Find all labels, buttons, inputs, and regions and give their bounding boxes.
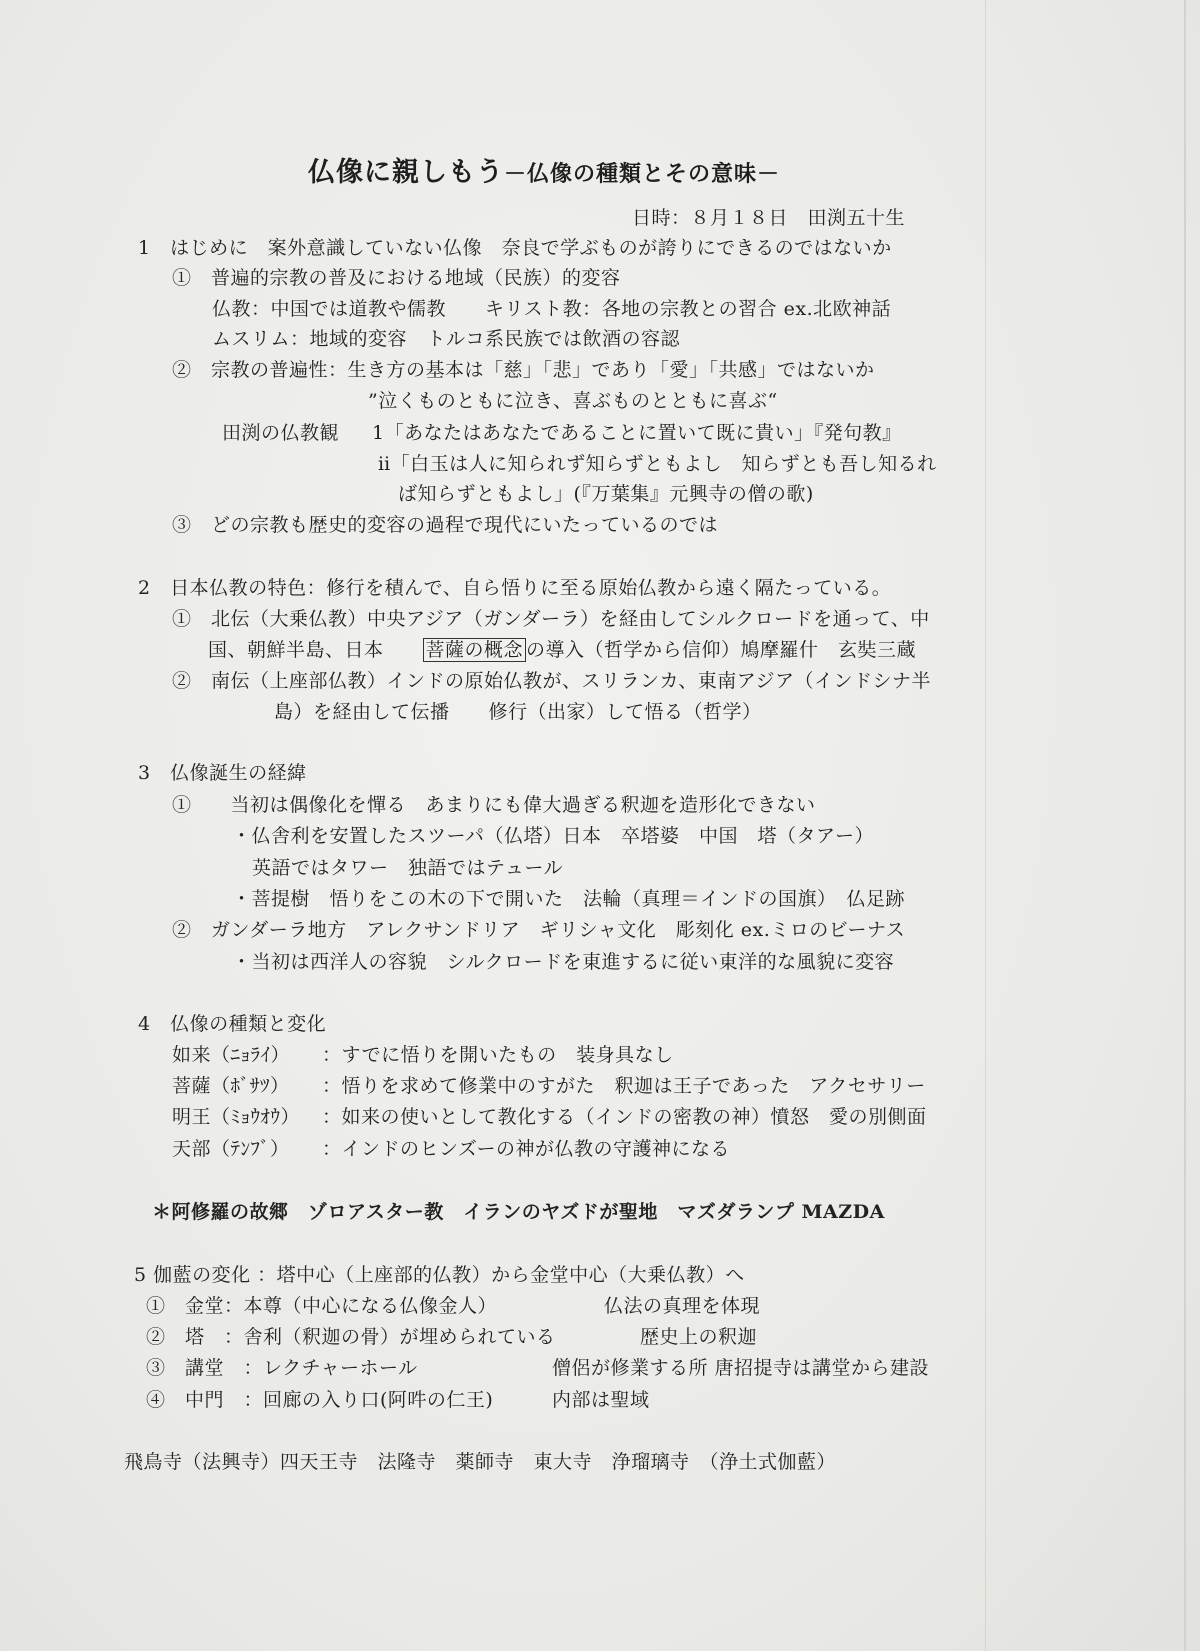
document-title xyxy=(308,150,780,189)
garan-row-desc: 僧侶が修業する所 唐招提寺は講堂から建設 xyxy=(552,1357,930,1379)
garan-row-desc: 歴史上の釈迦 xyxy=(640,1326,758,1348)
garan-row-label: ③ 講堂 ：レクチャーホール xyxy=(146,1357,418,1379)
section2-item1-b-pre: 国、朝鮮半島、日本 xyxy=(208,639,423,661)
section1-item1: ① 普遍的宗教の普及における地域（民族）的変容 xyxy=(172,267,621,289)
section3-item1-c: ・菩提樹 悟りをこの木の下で開いた 法輪（真理＝インドの国旗） 仏足跡 xyxy=(232,888,906,910)
temples-list-line: 飛鳥寺（法興寺）四天王寺 法隆寺 薬師寺 東大寺 浄瑠璃寺 （浄土式伽藍） xyxy=(124,1451,837,1473)
garan-row-desc: 内部は聖域 xyxy=(552,1389,650,1411)
buddha-type-name: 天部（ﾃﾝﾌﾞ） xyxy=(172,1138,290,1160)
buddha-type-desc: ：インドのヒンズーの神が仏教の守護神になる xyxy=(322,1138,730,1160)
date-author-line: 日時：８月１８日 田渕五十生 xyxy=(632,207,906,229)
section1-item2-quote: ”泣くものともに泣き、喜ぶものとともに喜ぶ“ xyxy=(368,390,778,412)
title-subtitle: －仏像の種類とその意味－ xyxy=(504,161,781,187)
boxed-term: 菩薩の概念 xyxy=(423,638,527,662)
buddha-type-desc: ：如来の使いとして教化する（インドの密教の神）憤怒 愛の別側面 xyxy=(322,1106,927,1128)
section3-item2-a: ・当初は西洋人の容貌 シルクロードを東進するに従い東洋的な風貌に変容 xyxy=(232,951,895,973)
garan-row-label: ① 金堂：本尊（中心になる仏像金人） xyxy=(146,1295,498,1317)
section3-item1-b: 英語ではタワー 独語ではテュール xyxy=(252,857,564,879)
section3-item1: ① 当初は偶像化を憚る あまりにも偉大過ぎる釈迦を造形化できない xyxy=(172,794,816,816)
section1-view-i: 1「あなたはあなたであることに置いて既に貴い」『発句教』 xyxy=(372,422,902,444)
buddha-type-desc: ：悟りを求めて修業中のすがた 釈迦は王子であった アクセサリー xyxy=(322,1075,926,1097)
buddha-type-name: 菩薩（ﾎﾞｻﾂ） xyxy=(172,1075,290,1097)
section1-item2: ② 宗教の普遍性：生き方の基本は「慈」「悲」であり「愛」「共感」ではないか xyxy=(172,359,875,381)
buddha-type-name: 明王（ﾐｮｳｵｳ） xyxy=(172,1106,301,1128)
section2-item2-a: ② 南伝（上座部仏教）インドの原始仏教が、スリランカ、東南アジア（インドシナ半 xyxy=(172,670,931,692)
title-main: 仏像に親しもう xyxy=(308,157,504,188)
section1-item1-a: 仏教：中国では道教や儒教 キリスト教：各地の宗教との習合 ex.北欧神話 xyxy=(212,298,892,320)
section3-item1-a: ・仏舎利を安置したスツーパ（仏塔）日本 卒塔婆 中国 塔（タアー） xyxy=(232,825,874,847)
section2-item1-b xyxy=(208,637,916,663)
section1-view-ii-b: ば知らずともよし」(『万葉集』元興寺の僧の歌) xyxy=(398,483,814,505)
section2-item1-a: ① 北伝（大乗仏教）中央アジア（ガンダーラ）を経由してシルクロードを通って、中 xyxy=(172,608,930,630)
section2-item2-b: 島）を経由して伝播 修行（出家）して悟る（哲学） xyxy=(274,701,762,723)
section1-item1-b: ムスリム：地域的変容 トルコ系民族では飲酒の容認 xyxy=(212,328,681,350)
section1-item3: ③ どの宗教も歴史的変容の過程で現代にいたっているのでは xyxy=(172,514,719,536)
section4-note: ＊阿修羅の故郷 ゾロアスター教 イランのヤズドが聖地 マズダランプ MAZDA xyxy=(152,1201,885,1223)
paper-fold-line xyxy=(985,0,986,1651)
buddha-type-name: 如来（ﾆｮﾗｲ） xyxy=(172,1044,291,1066)
buddha-type-desc: ：すでに悟りを開いたもの 装身具なし xyxy=(322,1044,674,1066)
section3-item2: ② ガンダーラ地方 アレクサンドリア ギリシャ文化 彫刻化 ex.ミロのビーナス xyxy=(172,919,906,941)
section2-item1-b-post: の導入（哲学から信仰）鳩摩羅什 玄奘三蔵 xyxy=(526,639,917,661)
section5-heading: 5 伽藍の変化 ：塔中心（上座部的仏教）から金堂中心（大乗仏教）へ xyxy=(134,1264,745,1286)
section1-view-label: 田渕の仏教観 xyxy=(222,422,340,444)
section3-heading: 3 仏像誕生の経緯 xyxy=(138,762,307,784)
paper-edge xyxy=(1184,0,1186,1651)
section1-view-ii-a: ⅱ「白玉は人に知られず知らずともよし 知らずとも吾し知るれ xyxy=(378,453,937,475)
garan-row-label: ④ 中門 ：回廊の入り口(阿吽の仁王) xyxy=(146,1389,494,1411)
section2-heading: 2 日本仏教の特色：修行を積んで、自ら悟りに至る原始仏教から遠く隔たっている。 xyxy=(138,577,892,599)
garan-row-label: ② 塔 ：舎利（釈迦の骨）が埋められている xyxy=(146,1326,556,1348)
section1-heading: 1 はじめに 案外意識していない仏像 奈良で学ぶものが誇りにできるのではないか xyxy=(138,237,892,259)
garan-row-desc: 仏法の真理を体現 xyxy=(604,1295,761,1317)
section4-heading: 4 仏像の種類と変化 xyxy=(138,1013,327,1035)
